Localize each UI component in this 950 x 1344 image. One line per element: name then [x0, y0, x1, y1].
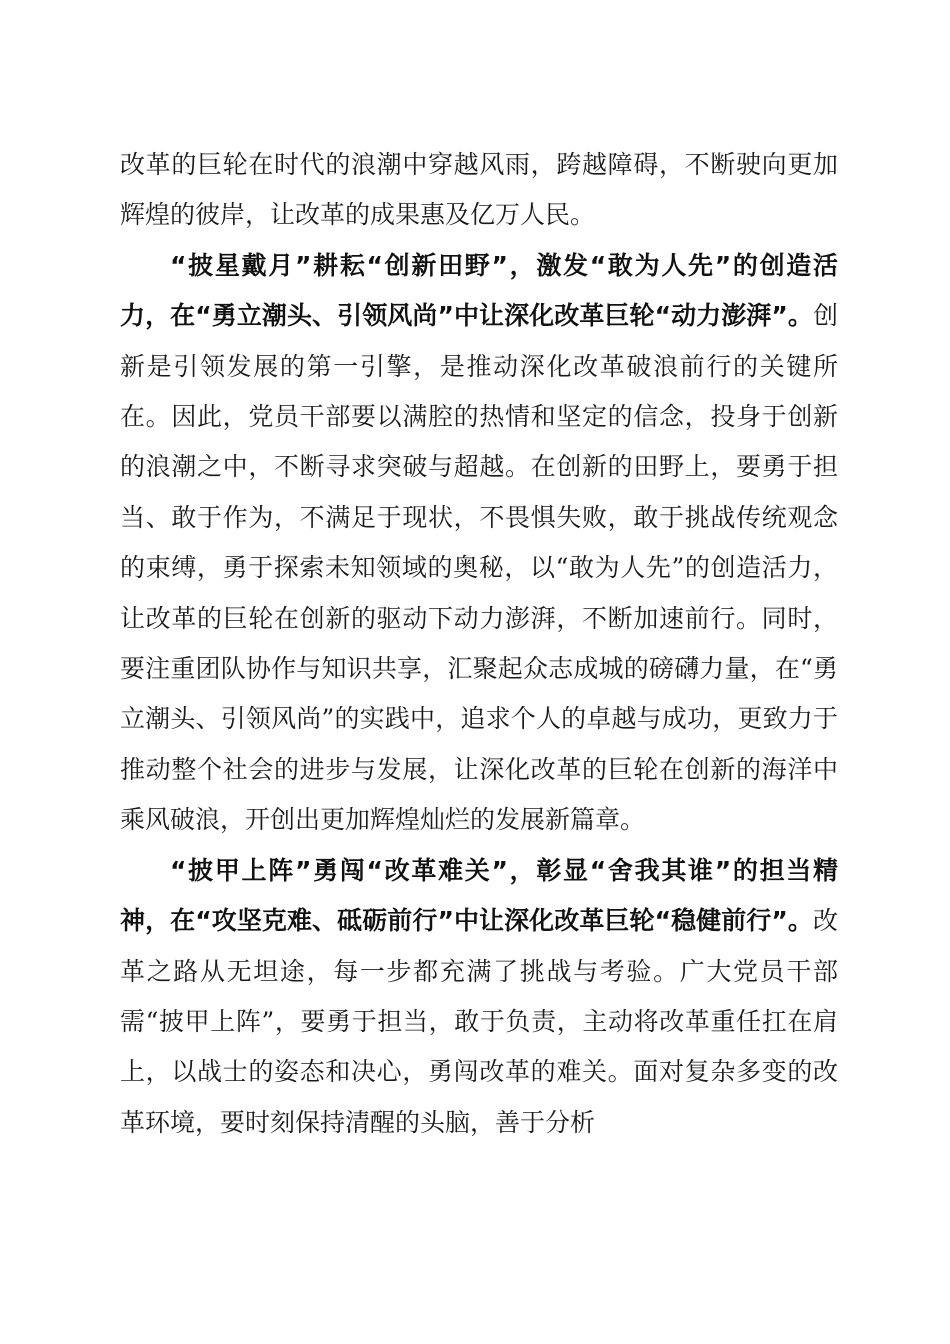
paragraph-1 — [120, 140, 838, 241]
paragraph-2-lead: “披星戴月”耕耘“创新田野”，激发“敢为人先”的创造活力，在“勇立潮头、引领风尚”中让深化改革巨轮“动力澎湃”。 — [120, 250, 838, 331]
paragraph-1-text: 改革的巨轮在时代的浪潮中穿越风雨，跨越障碍，不断驶向更加辉煌的彼岸，让改革的成果惠及亿万人民。 — [120, 150, 838, 230]
paragraph-2-text: 创新是引领发展的第一引擎，是推动深化改革破浪前行的关键所在。因此，党员干部要以满腔的热情和坚定的信念，投身于创新的浪潮之中，不断寻求突破与超越。在创新的田野上，要勇于担当、敢于作为，不满足于现状，不畏惧失败，敢于挑战传统观念的束缚，勇于探索未知领域的奥秘，以“敢为人先”的创造活力，让改革的巨轮在创新的驱动下动力澎湃，不断加速前行。同时，要注重团队协作与知识共享，汇聚起众志成城的磅礴力量，在“勇立潮头、引领风尚”的实践中，追求个人的卓越与成功，更致力于推动整个社会的进步与发展，让深化改革的巨轮在创新的海洋中乘风破浪，开创出更加辉煌灿烂的发展新篇章。 — [120, 301, 838, 835]
paragraph-3 — [120, 846, 838, 1148]
paragraph-3-text: 改革之路从无坦途，每一步都充满了挑战与考验。广大党员干部需“披甲上阵”，要勇于担当，敢于负责，主动将改革重任扛在肩上，以战士的姿态和决心，勇闯改革的难关。面对复杂多变的改革环境，要时刻保持清醒的头脑，善于分析 — [120, 906, 838, 1137]
document-body — [120, 140, 838, 1148]
paragraph-2 — [120, 241, 838, 846]
paragraph-3-lead: “披甲上阵”勇闯“改革难关”，彰显“舍我其谁”的担当精神，在“攻坚克难、砥砺前行”中让深化改革巨轮“稳健前行”。 — [120, 855, 838, 936]
